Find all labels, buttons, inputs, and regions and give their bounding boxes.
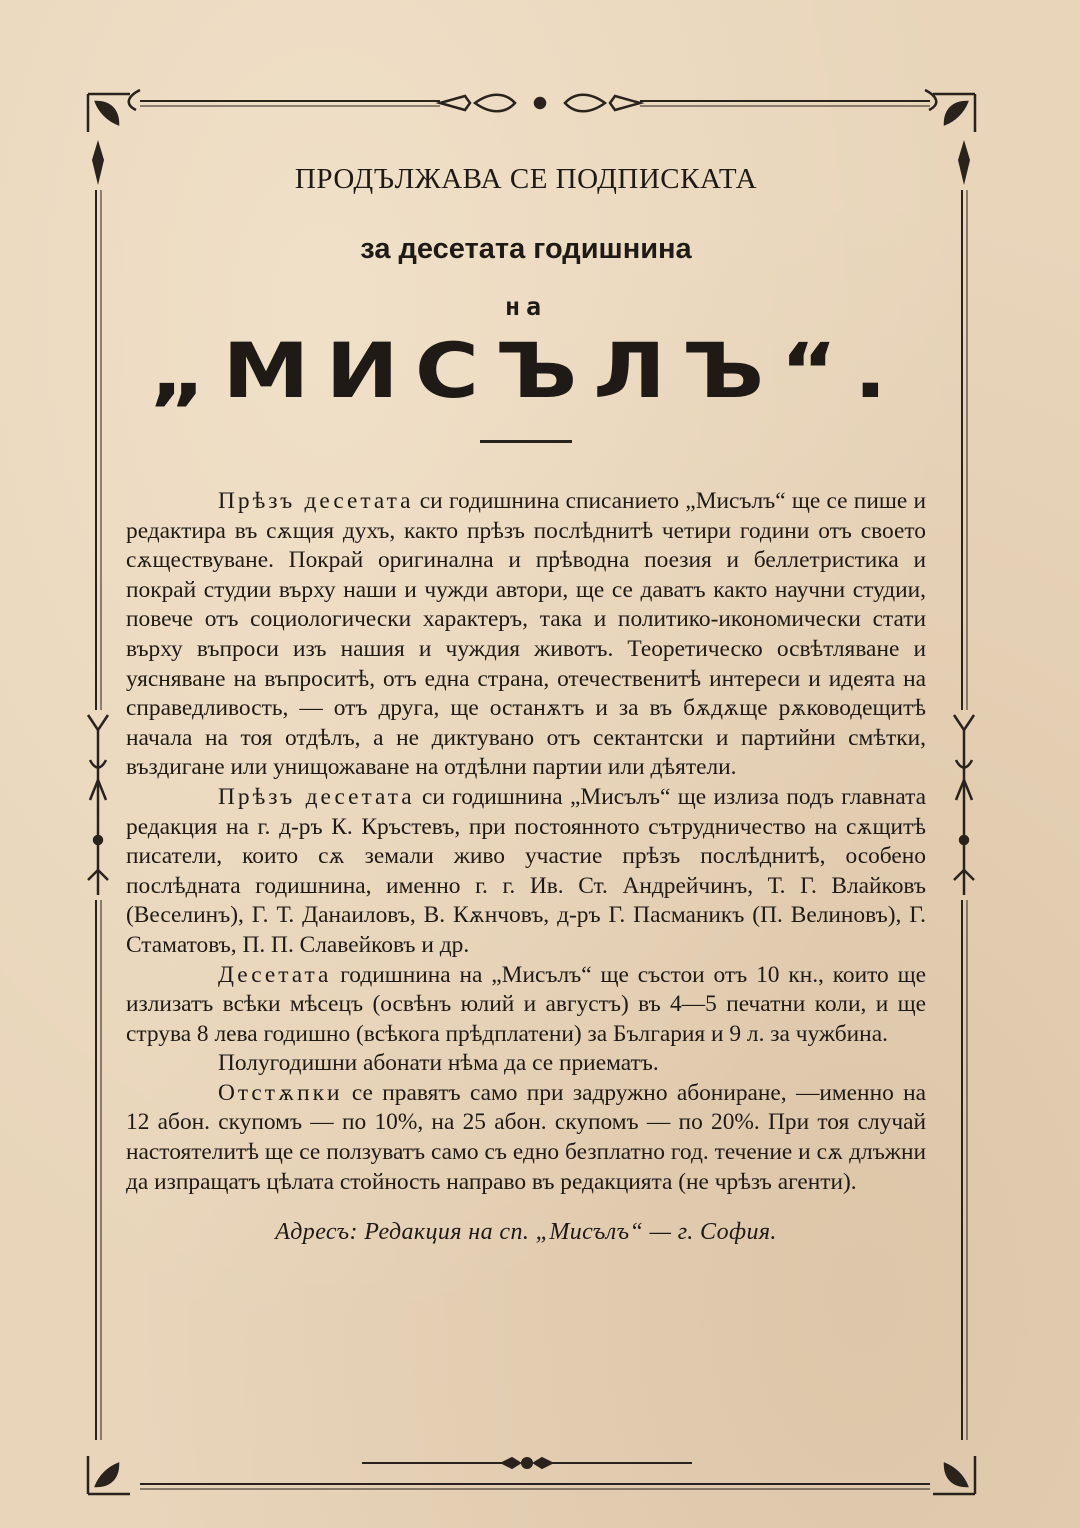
paragraph-2 <box>126 783 926 961</box>
paragraph-4 <box>126 1049 926 1079</box>
paragraph-1 <box>126 487 926 783</box>
heading-tenth-year: за десетата годишнина <box>360 233 692 265</box>
journal-title: „МИСЪЛЪ“. <box>148 326 904 415</box>
paragraph-4-text: Полугодишни абонати нѣма да се приематъ. <box>218 1050 659 1077</box>
paragraph-5-text: се правятъ само при задружно абониране, —именно на 12 абон. скупомъ — по 10%, на 25 абон. скупомъ — по 20%. При тоя случай настоятелитѣ ще се ползуватъ само съ едно безплатно год. течение и сѫ длъжни да изпращатъ цѣлата стойность направо въ редакцията (не чрѣзъ агенти). <box>126 1079 926 1195</box>
paragraph-2-lead: Прѣзъ десетата <box>218 783 415 810</box>
editorial-address: Адресъ: Редакция на сп. „Мисълъ“ — г. София. <box>275 1219 777 1246</box>
paragraph-1-lead: Прѣзъ десетата <box>218 488 414 514</box>
body-text <box>126 487 926 1197</box>
advertisement-content <box>126 150 926 1246</box>
paragraph-5 <box>126 1079 926 1197</box>
paragraph-2-text: си годишнина „Мисълъ“ ще излиза подъ главната редакция на г. д-ръ К. Кръстевъ, при постоянното сътрудничество на сѫщитѣ писатели, които сѫ земали живо участие прѣзъ послѣднитѣ, особено послѣдната годишнина, именно г. г. Ив. Ст. Андрейчинъ, Т. Г. Влайковъ (Веселинъ), Г. Т. Данаиловъ, В. Кѫнчовъ, д-ръ Г. Пасманикъ (П. Велиновъ), Г. Стаматовъ, П. П. Славейковъ и др. <box>126 783 926 958</box>
title-underline-rule <box>480 440 572 443</box>
bottom-center-ornament <box>362 1452 692 1474</box>
paragraph-1-text: си годишнина списанието „Мисълъ“ ще се пише и редактира въ сѫщия духъ, както прѣзъ послѣднитѣ четири години отъ своето сѫществуване. Покрай оригинална и прѣводна поезия и беллетристика и покрай студии върху наши и чужди автори, ще се даватъ както научни студии, повече отъ социологически характеръ, така и политико-икономически стати върху въпроси изъ нашия и чуждия животъ. Теоретическо освѣтляване и уясняване на въпроситѣ, отъ една страна, отечественитѣ интереси и идеята на справедливость, — отъ друга, ще останѫтъ и за въ бѫдѫще рѫководещитѣ начала на тоя отдѣлъ, а не диктувано отъ сектантски и партийни смѣтки, въздигане или унищожаване на отдѣлни партии или дѣятели. <box>126 488 926 781</box>
paragraph-3 <box>126 961 926 1050</box>
paragraph-5-lead: Отстѫпки <box>218 1079 343 1106</box>
heading-subscription: ПРОДЪЛЖАВА СЕ ПОДПИСКАТА <box>294 163 758 195</box>
paragraph-3-text: годишнина на „Мисълъ“ ще състои отъ 10 кн., които ще излизатъ всѣки мѣсецъ (освѣнъ юлий и августъ) въ 4—5 печатни коли, и ще струва 8 лева годишно (всѣкога прѣдплатени) за България и 9 л. за чужбина. <box>126 961 926 1047</box>
heading-na: на <box>504 292 548 321</box>
paragraph-3-lead: Десетата <box>218 961 332 988</box>
